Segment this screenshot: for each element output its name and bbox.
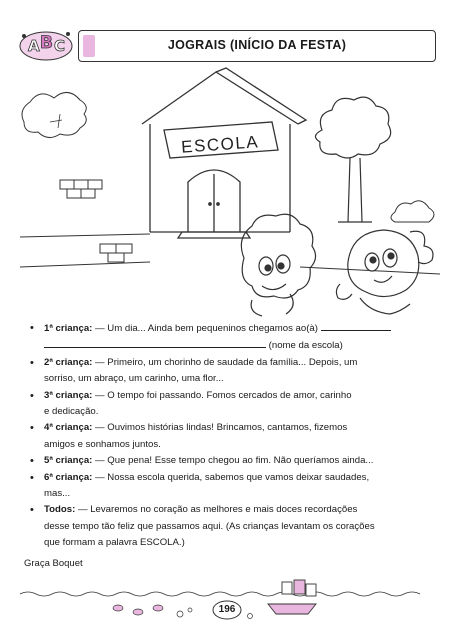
blank-line[interactable] bbox=[321, 320, 391, 331]
dialogue-list bbox=[30, 320, 422, 552]
abc-logo-icon bbox=[16, 24, 78, 64]
svg-text:A: A bbox=[28, 37, 40, 55]
school-illustration bbox=[0, 62, 453, 320]
svg-text:B: B bbox=[40, 33, 53, 53]
speaker-label: 3ª criança: bbox=[44, 389, 93, 401]
boy-illustration bbox=[241, 214, 315, 316]
page-number: 196 bbox=[218, 604, 236, 615]
list-item-continuation: que formam a palavra ESCOLA.) bbox=[44, 537, 185, 549]
girl-illustration bbox=[336, 230, 433, 314]
speaker-label: 6ª criança: bbox=[44, 471, 93, 483]
list-item-continuation: sorriso, um abraço, um carinho, uma flor... bbox=[44, 373, 224, 385]
line-text: — Levaremos no coração as melhores e mais doces recordações bbox=[77, 504, 358, 516]
speaker-label: 4ª criança: bbox=[44, 422, 93, 434]
list-item: • 6ª criança: — Nossa escola querida, sabemos que vamos deixar saudades, bbox=[30, 471, 370, 484]
line-text: — O tempo foi passando. Fomos cercados de amor, carinho bbox=[95, 389, 352, 401]
title-bar bbox=[78, 30, 436, 62]
list-item: • Todos: — Levaremos no coração as melhores e mais doces recordações bbox=[30, 504, 358, 517]
line-text: — Primeiro, um chorinho de saudade da família... Depois, um bbox=[95, 356, 358, 368]
list-item-continuation: e dedicação. bbox=[44, 406, 99, 418]
line-text: — Ouvimos histórias lindas! Brincamos, cantamos, fizemos bbox=[95, 422, 348, 434]
author-credit: Graça Boquet bbox=[24, 558, 83, 569]
speaker-label: 5ª criança: bbox=[44, 455, 93, 467]
speaker-label: 1ª criança: bbox=[44, 323, 93, 334]
sign-text: ESCOLA bbox=[180, 132, 260, 157]
boat-icon bbox=[268, 580, 316, 614]
list-item: • 2ª criança: — Primeiro, um chorinho de saudade da família... Depois, um bbox=[30, 356, 358, 369]
list-item: • 5ª criança: — Que pena! Esse tempo chegou ao fim. Não queríamos ainda... bbox=[30, 455, 374, 468]
brick-wall bbox=[60, 180, 132, 262]
speaker-label: 2ª criança: bbox=[44, 356, 93, 368]
list-item-continuation: amigos e sonhamos juntos. bbox=[44, 438, 161, 450]
list-item-continuation: desse tempo tão feliz que passamos aqui. (As crianças levantam os corações bbox=[44, 520, 375, 532]
fill-hint: (nome da escola) bbox=[268, 340, 343, 352]
blank-line[interactable] bbox=[44, 337, 266, 348]
line-text: — Um dia... Ainda bem pequeninos chegamos ao(à) bbox=[95, 323, 318, 334]
line-text: — Nossa escola querida, sabemos que vamos deixar saudades, bbox=[95, 471, 370, 483]
list-item-continuation: mas... bbox=[44, 488, 71, 500]
list-item: • 4ª criança: — Ouvimos histórias lindas! Brincamos, cantamos, fizemos bbox=[30, 422, 348, 435]
page-title: JOGRAIS (INÍCIO DA FESTA) bbox=[167, 38, 347, 52]
svg-text:C: C bbox=[54, 37, 66, 55]
list-item: • 1ª criança: — Um dia... Ainda bem pequeninos chegamos ao(à) bbox=[30, 320, 422, 337]
fish-icon bbox=[113, 605, 163, 615]
speaker-label: Todos: bbox=[44, 504, 76, 516]
tree bbox=[315, 97, 390, 222]
list-item: • 3ª criança: — O tempo foi passando. Fomos cercados de amor, carinho bbox=[30, 389, 352, 402]
line-text: — Que pena! Esse tempo chegou ao fim. Não queríamos ainda... bbox=[95, 455, 374, 467]
footer-decoration bbox=[0, 572, 453, 632]
list-item-continuation bbox=[30, 337, 422, 354]
